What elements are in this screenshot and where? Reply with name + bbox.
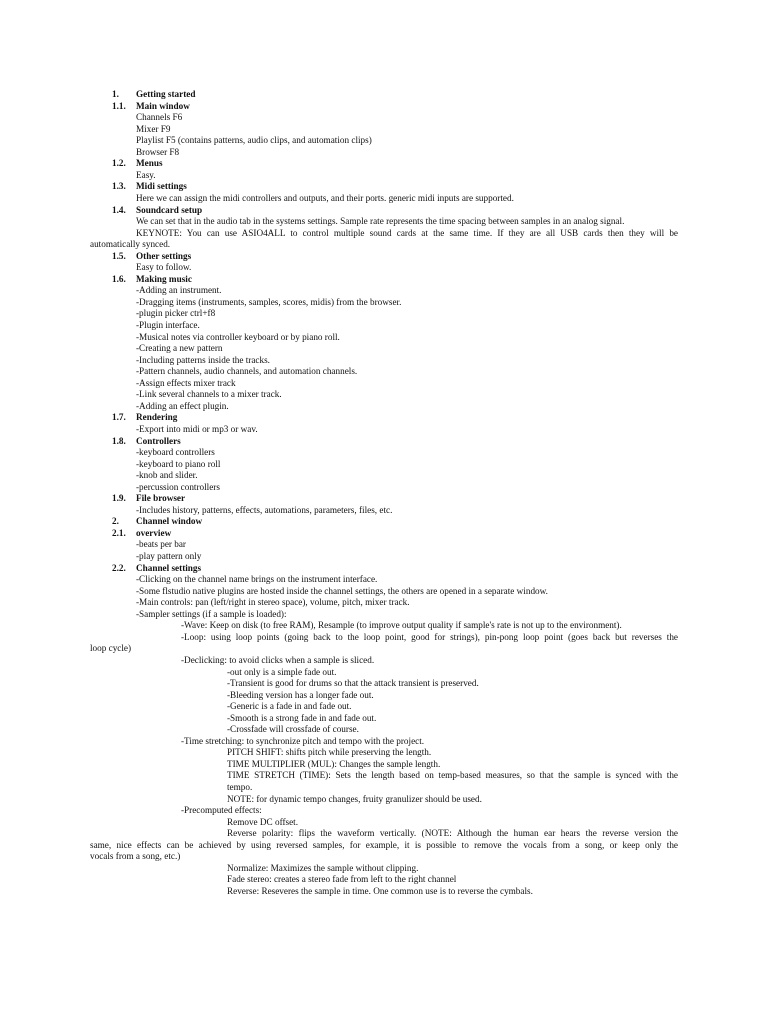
body-text: -Smooth is a strong fade in and fade out. (227, 712, 377, 723)
body-text: -out only is a simple fade out. (227, 666, 337, 677)
body-text: -Assign effects mixer track (136, 377, 236, 388)
section-heading: Soundcard setup (136, 204, 203, 215)
section-number: 1.4. (112, 204, 126, 215)
body-text: -Pattern channels, audio channels, and automation channels. (136, 366, 358, 377)
body-text: -plugin picker ctrl+f8 (136, 308, 216, 319)
section-number: 2.1. (112, 527, 126, 538)
body-text: -beats per bar (136, 539, 186, 550)
body-text: NOTE: for dynamic tempo changes, fruity granulizer should be used. (227, 793, 482, 804)
body-text: -Main controls: pan (left/right in stereo space), volume, pitch, mixer track. (136, 597, 410, 608)
body-text: automatically synced. (90, 239, 171, 250)
section-heading: Main window (136, 100, 190, 111)
body-text: -Dragging items (instruments, samples, scores, midis) from the browser. (136, 296, 402, 307)
body-text: -Bleeding version has a longer fade out. (227, 689, 374, 700)
body-text: -Transient is good for drums so that the attack transient is preserved. (227, 678, 479, 689)
section-number: 1.7. (112, 412, 126, 423)
body-text: vocals from a song, etc.) (90, 851, 181, 862)
body-text: -keyboard controllers (136, 447, 215, 458)
body-text: -Includes history, patterns, effects, automations, parameters, files, etc. (136, 504, 393, 515)
body-text: Here we can assign the midi controllers and outputs, and their ports. generic midi inputs are supported. (136, 192, 514, 203)
section-number: 1.9. (112, 493, 126, 504)
body-text: -Precomputed effects: (181, 805, 262, 816)
body-text: -Declicking: to avoid clicks when a sample is sliced. (181, 654, 375, 665)
body-text: Channels F6 (136, 112, 183, 123)
section-number: 2. (112, 516, 119, 527)
body-text: Easy. (136, 169, 156, 180)
body-text: Remove DC offset. (227, 816, 299, 827)
body-text: Playlist F5 (contains patterns, audio clips, and automation clips) (136, 135, 372, 146)
section-number: 2.2. (112, 562, 126, 573)
body-text: -percussion controllers (136, 481, 220, 492)
section-number: 1.6. (112, 273, 126, 284)
section-heading: Other settings (136, 250, 192, 261)
section-heading: Making music (136, 273, 192, 284)
section-number: 1.3. (112, 181, 126, 192)
body-text: -Adding an instrument. (136, 285, 222, 296)
section-number: 1.5. (112, 250, 126, 261)
section-heading: overview (136, 527, 172, 538)
body-text: -knob and slider. (136, 470, 198, 481)
section-number: 1.2. (112, 158, 126, 169)
body-text: -keyboard to piano roll (136, 458, 221, 469)
section-heading: Midi settings (136, 181, 187, 192)
body-text: -Generic is a fade in and fade out. (227, 701, 352, 712)
body-text: Fade stereo: creates a stereo fade from left to the right channel (227, 874, 457, 885)
body-text: TIME MULTIPLIER (MUL): Changes the sample length. (227, 758, 441, 769)
body-text: TIME STRETCH (TIME): Sets the length based on temp-based measures, so that the sample is synced with the (227, 770, 678, 781)
body-text: Browser F8 (136, 146, 180, 157)
body-text: same, nice effects can be achieved by using reversed samples, for example, it is possible to remove the vocals from a song, or keep only the (90, 839, 678, 850)
body-text: -play pattern only (136, 551, 202, 561)
body-text: Reverse polarity: flips the waveform vertically. (NOTE: Although the human ear hears the reverse version the (227, 828, 678, 839)
section-number: 1.1. (112, 100, 126, 111)
section-heading: Channel window (136, 516, 203, 527)
body-text: KEYNOTE: You can use ASIO4ALL to control multiple sound cards at the same time. If they are all USB cards then they will be (136, 227, 678, 238)
body-text: -Adding an effect plugin. (136, 400, 229, 411)
body-text: -Some flstudio native plugins are hosted inside the channel settings, the others are opened in a separate window. (136, 585, 548, 596)
body-text: -Including patterns inside the tracks. (136, 354, 270, 365)
body-text: We can set that in the audio tab in the systems settings. Sample rate represents the time spacing between samples in an analog signal. (136, 216, 625, 227)
body-text: -Crossfade will crossfade of course. (227, 724, 359, 735)
body-text: Normalize: Maximizes the sample without clipping. (227, 862, 419, 873)
body-text: -Loop: using loop points (going back to the loop point, good for strings), pin-pong loop point (goes back but reverses the (181, 631, 678, 642)
body-text: -Musical notes via controller keyboard or by piano roll. (136, 331, 340, 342)
body-text: tempo. (227, 782, 253, 792)
section-heading: Getting started (136, 89, 196, 99)
body-text: -Clicking on the channel name brings on the instrument interface. (136, 574, 378, 585)
section-heading: Controllers (136, 435, 181, 446)
body-text: -Time stretching: to synchronize pitch and tempo with the project. (181, 735, 425, 746)
body-text: -Plugin interface. (136, 320, 200, 330)
body-text: -Export into midi or mp3 or wav. (136, 423, 258, 434)
body-text: -Link several channels to a mixer track. (136, 389, 282, 400)
body-text: -Creating a new pattern (136, 343, 223, 354)
section-heading: File browser (136, 493, 186, 504)
body-text: PITCH SHIFT: shifts pitch while preserving the length. (227, 747, 432, 758)
body-text: Reverse: Reseveres the sample in time. One common use is to reverse the cymbals. (227, 885, 533, 896)
section-number: 1.8. (112, 435, 126, 446)
body-text: -Sampler settings (if a sample is loaded): (136, 608, 287, 619)
section-number: 1. (112, 89, 119, 99)
section-heading: Menus (136, 158, 163, 169)
section-heading: Rendering (136, 412, 178, 423)
body-text: -Wave: Keep on disk (to free RAM), Resample (to improve output quality if sample's rate is not up to the environment). (181, 620, 622, 631)
section-heading: Channel settings (136, 562, 202, 573)
body-text: loop cycle) (90, 643, 132, 654)
body-text: Mixer F9 (136, 123, 171, 134)
body-text: Easy to follow. (136, 262, 192, 273)
